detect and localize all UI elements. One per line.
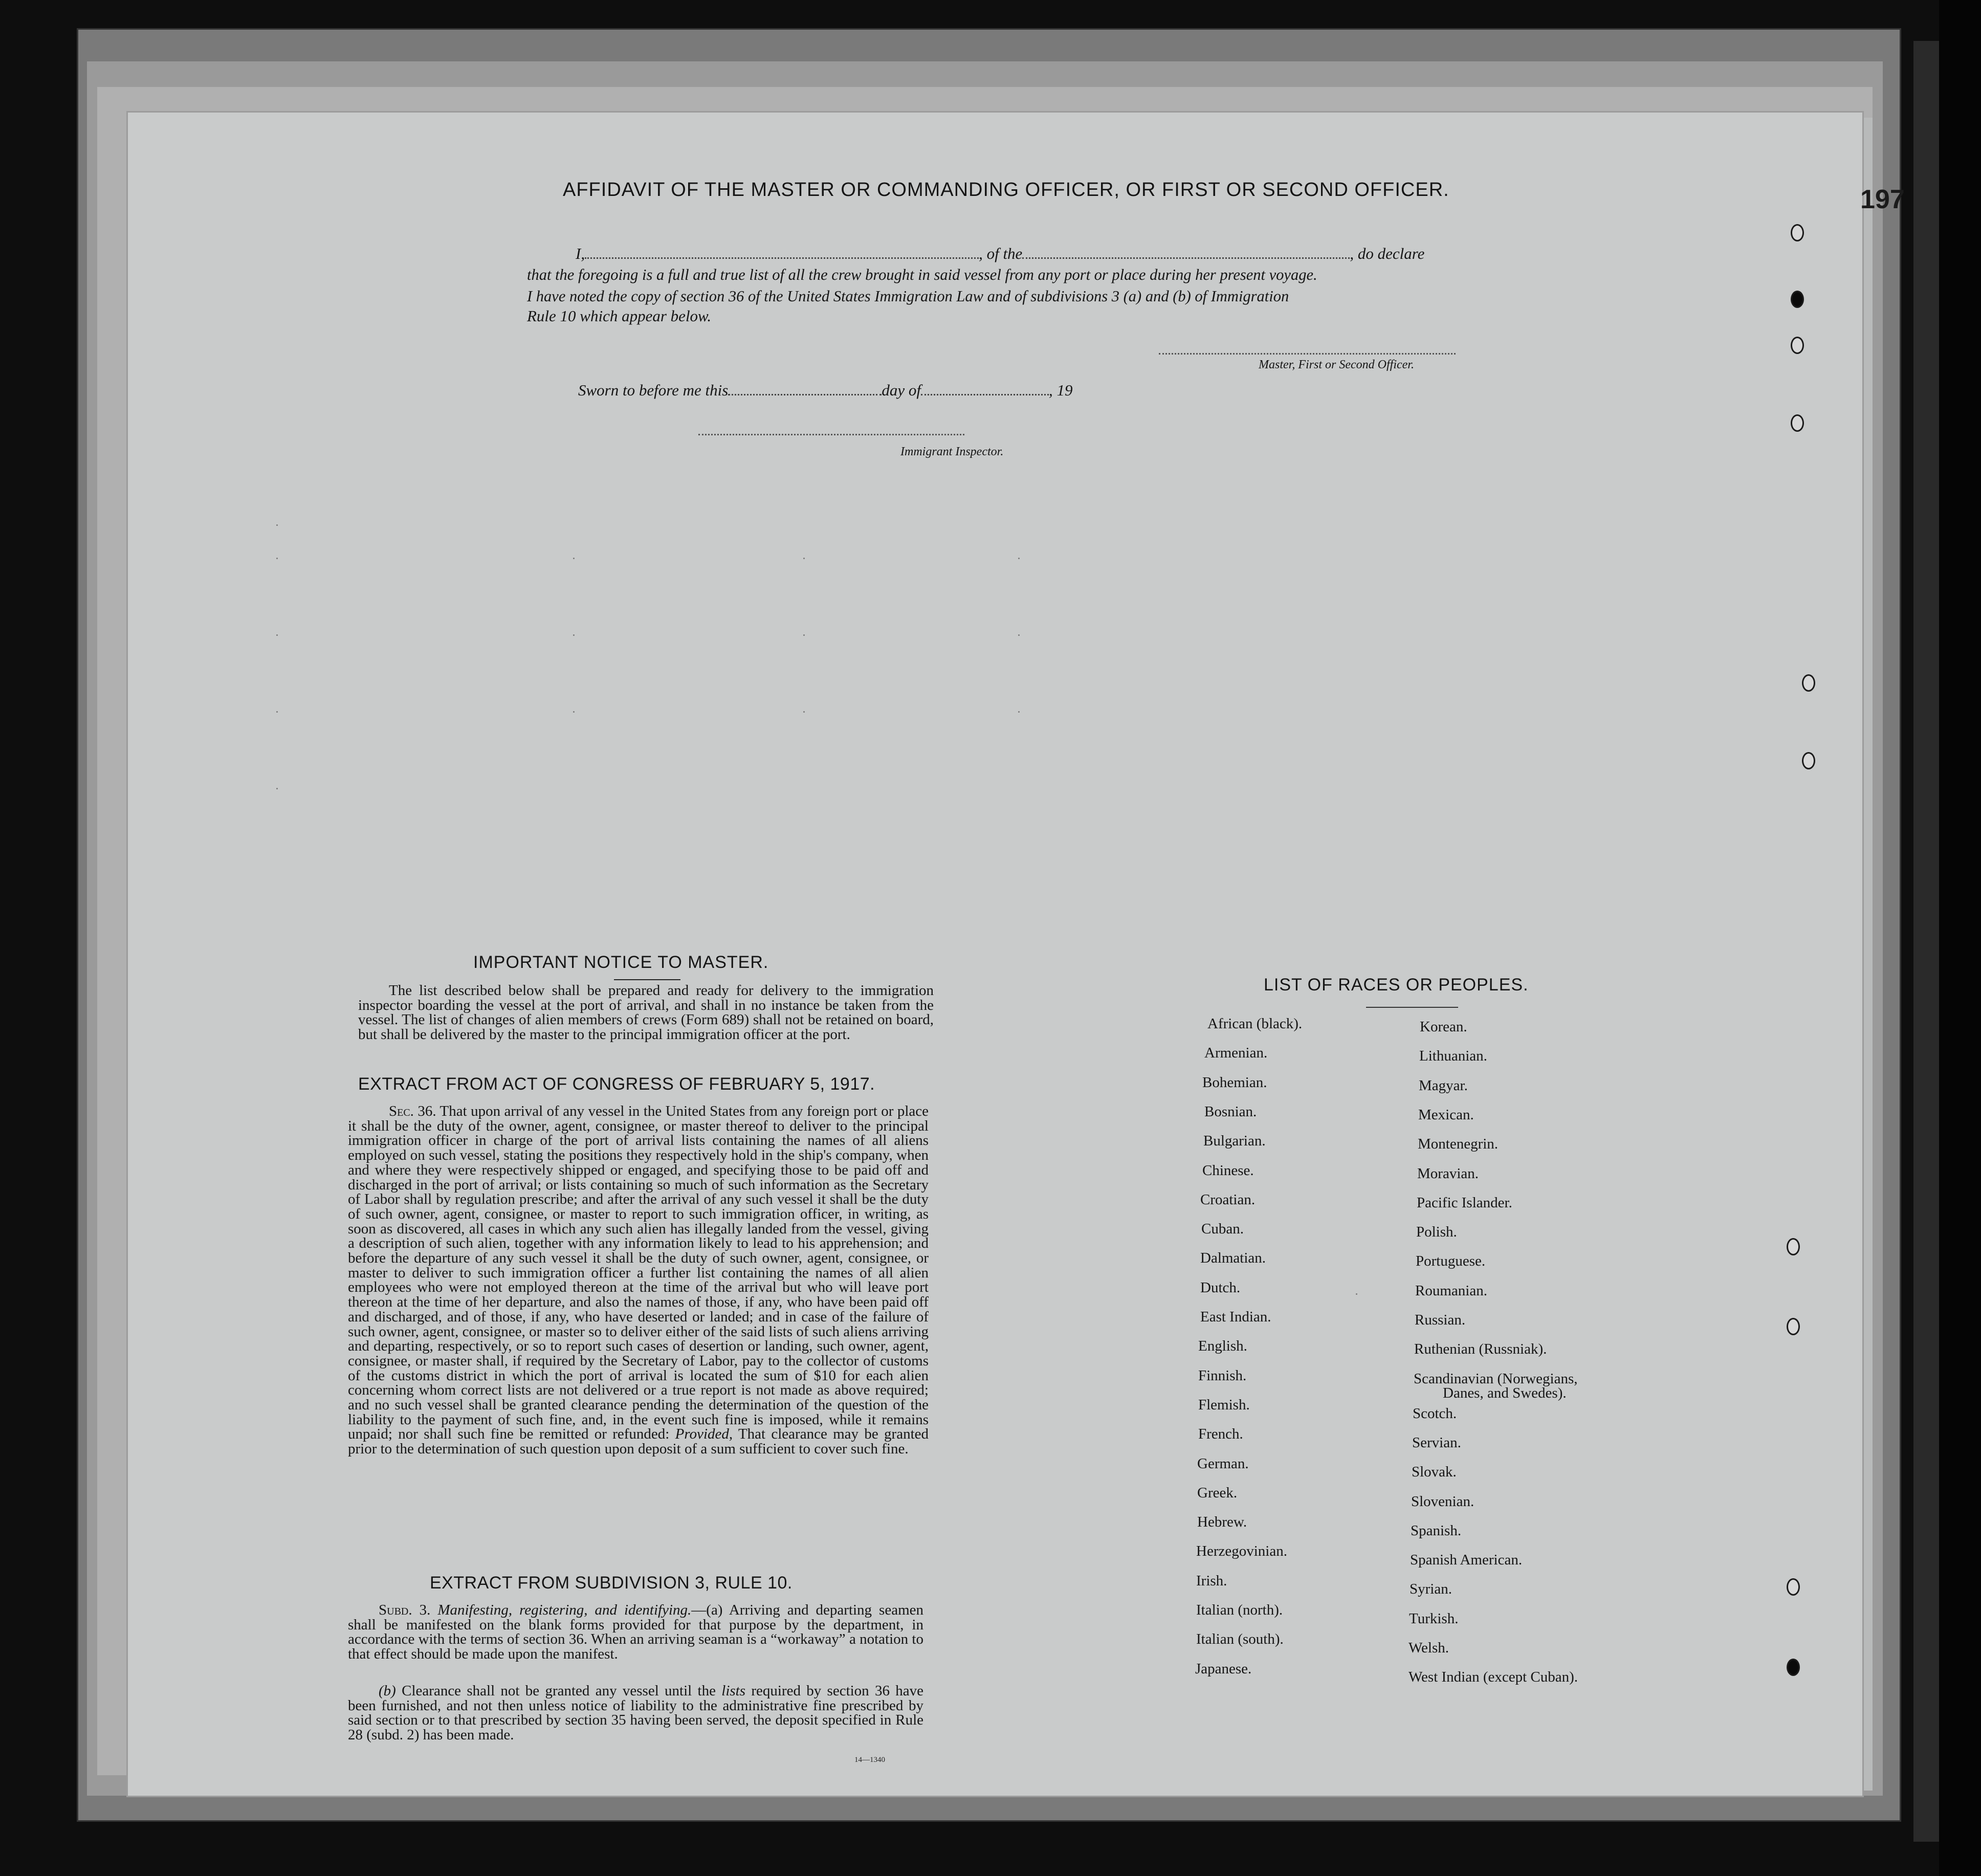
punch-hole (1791, 414, 1804, 432)
month-blank (921, 394, 1049, 395)
act-extract-text (348, 1104, 929, 1456)
affidavit-line-1 (576, 245, 1424, 263)
rule-extract-title: EXTRACT FROM SUBDIVISION 3, RULE 10. (430, 1573, 793, 1593)
race-item: French. (1198, 1426, 1243, 1443)
day-blank (728, 394, 882, 395)
race-item: Servian. (1412, 1434, 1461, 1451)
form-number: 14—1340 (854, 1756, 885, 1764)
bleed-dot (803, 558, 805, 559)
race-item: Chinese. (1202, 1162, 1254, 1179)
race-item: Scandinavian (Norwegians, (1414, 1370, 1578, 1387)
race-item: Ruthenian (Russniak). (1414, 1341, 1547, 1358)
master-signature-line (1159, 353, 1456, 355)
bleed-dot (1018, 711, 1020, 713)
subd-para-a: —(a) Arriving and departing seamen shall be manifested on the blank forms provided for that purpose by the department, in accordance with the terms of section 36. When an arriving seaman is a “workaway” a notation to that effect should be made upon the manifest. (348, 1602, 923, 1663)
bleed-dot (1018, 558, 1020, 559)
race-item: Syrian. (1410, 1581, 1452, 1598)
notice-text: The list described below shall be prepared and ready for delivery to the immigration inspector boarding the vessel at the port of arrival, and shall in no instance be taken from the vessel. The list of changes of alien members of crews (Form 689) shall not be retained on board, but shall be delivered by the master to the principal immigration officer at the port. (358, 982, 934, 1043)
race-item: Cuban. (1201, 1221, 1244, 1238)
affidavit-line-3: I have noted the copy of section 36 of the United States Immigration Law and of subdivisions 3 (a) and (b) of Immigration (527, 288, 1289, 305)
sworn-start: Sworn to before me this (578, 381, 729, 399)
affidavit-title: AFFIDAVIT OF THE MASTER OR COMMANDING OFFICER, OR FIRST OR SECOND OFFICER. (563, 179, 1449, 201)
affidavit-line-4: Rule 10 which appear below. (527, 307, 712, 325)
race-item: East Indian. (1200, 1309, 1271, 1325)
race-item: Armenian. (1204, 1045, 1268, 1062)
punch-hole (1787, 1659, 1800, 1676)
punch-hole (1802, 752, 1815, 769)
rule-para-b (348, 1684, 923, 1742)
master-signature-label: Master, First or Second Officer. (1259, 358, 1414, 371)
affidavit-line1-end: , do declare (1350, 245, 1425, 262)
scan-border (1939, 0, 1981, 1876)
race-item: Turkish. (1409, 1610, 1459, 1627)
race-item: Mexican. (1418, 1106, 1474, 1123)
inspector-signature-label: Immigrant Inspector. (900, 445, 1004, 458)
name-blank (585, 257, 979, 259)
races-title-rule (1366, 1007, 1458, 1008)
race-item: African (black). (1207, 1016, 1303, 1032)
sworn-line (578, 381, 1072, 400)
race-item: Hebrew. (1197, 1514, 1247, 1531)
race-item: Lithuanian. (1419, 1048, 1487, 1065)
bleed-dot (276, 524, 278, 526)
sworn-year: , 19 (1048, 381, 1073, 399)
race-item: Korean. (1420, 1019, 1467, 1035)
para-b-start: Clearance shall not be granted any vessel until the (402, 1683, 716, 1699)
bleed-dot (1018, 634, 1020, 636)
bleed-dot (276, 558, 278, 559)
affidavit-line1-mid: , of the (979, 245, 1023, 262)
rule-para-a (348, 1603, 923, 1662)
subd-label: Subd. 3. (379, 1602, 431, 1618)
race-item: Bulgarian. (1203, 1133, 1266, 1150)
bleed-dot (276, 711, 278, 713)
race-item: Italian (south). (1196, 1631, 1284, 1648)
race-item: English. (1198, 1338, 1247, 1355)
race-item: Spanish. (1411, 1522, 1462, 1539)
race-item: West Indian (except Cuban). (1408, 1669, 1578, 1686)
bleed-dot (573, 558, 575, 559)
race-item: Italian (north). (1196, 1602, 1283, 1618)
race-item: Irish. (1196, 1572, 1227, 1589)
punch-hole (1802, 674, 1815, 692)
race-item: Moravian. (1417, 1165, 1479, 1182)
section-body: That upon arrival of any vessel in the United States from any foreign port or place it shall be the duty of the owner, agent, consignee, or master thereof to deliver to the principal immigration officer in charge of the port of arrival lists containing the names of all aliens employed on such vessel, stating the positions they respectively hold in the ship's company, when and where they were respectively shipped or engaged, and specifying those to be paid off and discharged in the port of arrival; or lists containing so much of such information as the Secretary of Labor shall by regulation prescribe; and after the arrival of any such vessel it shall be the duty of such owner, agent, consignee, or master to report to such immigration officer, in writing, as soon as discovered, all cases in which any such alien has illegally landed from the vessel, giving a description of such alien, together with any information likely to lead to his apprehension; and before the departure of any such vessel it shall be the duty of such owner, agent, consignee, or master to deliver to such immigration officer a further list containing the names of all alien employees who were not employed thereon at the time of the arrival but who will leave port thereon at the time of her departure, and also the names of those, if any, who have been paid off and discharged, and of those, if any, who have deserted or landed; and in case of the failure of such owner, agent, consignee, or master so to deliver either of the said lists of such aliens arriving and departing, respectively, or so to report such cases of desertion or landing, such owner, agent, consignee, or master shall, if required by the Secretary of Labor, pay to the collector of customs of the customs district in which the port of arrival is located the sum of $10 for each alien concerning whom correct lists are not delivered or a true report is not made as above required; and no such vessel shall be granted clearance pending the determination of the question of the liability to the payment of such fine, and, in the event such fine is imposed, while it remains unpaid; nor shall such fine be remitted or refunded: (348, 1103, 929, 1443)
affidavit-line-2: that the foregoing is a full and true list of all the crew brought in said vessel from any port or place during her present voyage. (527, 266, 1317, 283)
proviso-word: Provided, (675, 1426, 733, 1443)
bleed-dot (276, 634, 278, 636)
race-item: Spanish American. (1410, 1552, 1523, 1569)
binding-strip (1913, 41, 1939, 1842)
race-item: Danes, and Swedes). (1443, 1384, 1567, 1401)
page-number: 197 (1860, 185, 1905, 214)
punch-hole (1791, 224, 1804, 241)
race-item: Scotch. (1413, 1405, 1457, 1422)
document-sheet (128, 113, 1862, 1796)
race-item: Welsh. (1408, 1640, 1449, 1656)
race-item: Russian. (1415, 1312, 1466, 1328)
punch-hole (1791, 337, 1804, 354)
race-item: Pacific Islander. (1417, 1194, 1512, 1211)
race-item: Finnish. (1198, 1367, 1247, 1384)
punch-hole (1787, 1238, 1800, 1255)
para-b-label: (b) (379, 1683, 396, 1699)
race-item: Portuguese. (1416, 1253, 1486, 1270)
bleed-dot (803, 711, 805, 713)
race-item: Japanese. (1195, 1660, 1252, 1677)
section-label: Sec. 36. (389, 1103, 436, 1119)
race-item: Slovenian. (1411, 1493, 1474, 1510)
bleed-dot (573, 634, 575, 636)
para-b-italic: lists (721, 1683, 746, 1699)
race-item: Magyar. (1419, 1077, 1468, 1094)
subd-heading: Manifesting, registering, and identifying. (437, 1602, 692, 1618)
act-extract-title: EXTRACT FROM ACT OF CONGRESS OF FEBRUARY 5, 1917. (358, 1074, 875, 1094)
race-item: German. (1197, 1455, 1249, 1472)
race-item: Dalmatian. (1200, 1250, 1266, 1267)
bleed-dot (803, 634, 805, 636)
punch-hole (1787, 1578, 1800, 1596)
bleed-dot (276, 788, 278, 789)
race-item: Montenegrin. (1418, 1136, 1499, 1153)
punch-hole (1787, 1318, 1800, 1335)
notice-title-rule (614, 979, 680, 980)
proviso-text: That clearance may be granted prior to the determination of such question upon deposit of a sum sufficient to cover such fine. (348, 1426, 929, 1458)
race-item: Bohemian. (1202, 1074, 1267, 1091)
race-item: Roumanian. (1415, 1282, 1487, 1299)
races-title: LIST OF RACES OR PEOPLES. (1264, 975, 1529, 995)
affidavit-line1-start: I, (576, 245, 585, 262)
race-item: Croatian. (1200, 1191, 1256, 1208)
para-b-end: required by section 36 have been furnished, and not then unless notice of liability to the administrative fine prescribed by said section or to that prescribed by section 35 having been served, the deposit specified in Rule 28 (subd. 2) has been made. (348, 1683, 924, 1743)
sworn-mid: day of (882, 381, 921, 399)
race-item: Bosnian. (1204, 1103, 1257, 1120)
notice-title: IMPORTANT NOTICE TO MASTER. (473, 953, 769, 972)
race-item: Polish. (1416, 1224, 1457, 1241)
race-item: Flemish. (1198, 1396, 1250, 1413)
bleed-dot (573, 711, 575, 713)
punch-hole (1791, 291, 1804, 308)
inspector-signature-line (698, 434, 964, 435)
vessel-blank (1022, 257, 1350, 259)
race-item: Dutch. (1200, 1279, 1241, 1296)
race-item: Herzegovinian. (1196, 1543, 1287, 1560)
race-item: Greek. (1197, 1484, 1238, 1501)
bleed-dot (1356, 1293, 1357, 1295)
race-item: Slovak. (1412, 1464, 1457, 1481)
